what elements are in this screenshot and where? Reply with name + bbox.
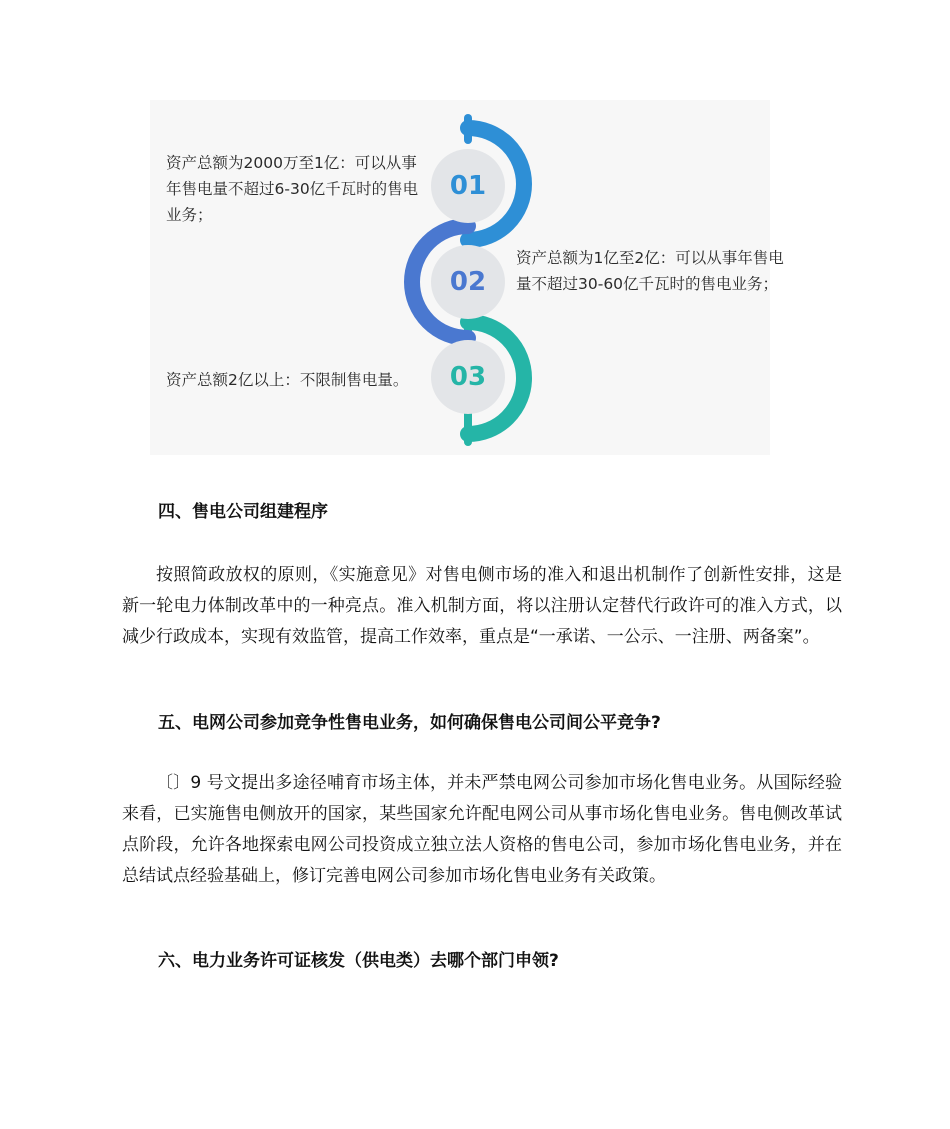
tier-3-description: 资产总额2亿以上：不限制售电量。 (166, 371, 409, 389)
section-5-paragraph: 〔〕9 号文提出多途径哺育市场主体，并未严禁电网公司参加市场化售电业务。从国际经验来看，已实施售电侧放开的国家，某些国家允许配电网公司从事市场化售电业务。售电侧改革试点阶段，允许各地探索电网公司投资成立独立法人资格的售电公司，参加市场化售电业务，并在总结试点经验基础上，修订完善电网公司参加市场化售电业务有关政策。 (122, 773, 842, 886)
step-number-3: 03 (449, 362, 487, 392)
section-4-paragraph: 按照简政放权的原则，《实施意见》对售电侧市场的准入和退出机制作了创新性安排，这是新一轮电力体制改革中的一种亮点。准入机制方面，将以注册认定替代行政许可的准入方式，以减少行政成本，实现有效监管，提高工作效率，重点是“一承诺、一公示、一注册、两备案”。 (122, 565, 842, 647)
tier-1-description: 资产总额为2000万至1亿：可以从事年售电量不超过6-30亿千瓦时的售电业务； (166, 154, 419, 224)
step-number-1: 01 (449, 171, 487, 201)
section-heading-6: 六、电力业务许可证核发（供电类）去哪个部门申领? (158, 951, 559, 971)
qualification-tiers-infographic (150, 100, 784, 455)
section-heading-5: 五、电网公司参加竞争性售电业务，如何确保售电公司间公平竞争? (158, 713, 661, 733)
tier-2-description: 资产总额为1亿至2亿：可以从事年售电量不超过30-60亿千瓦时的售电业务； (516, 249, 784, 293)
step-number-2: 02 (449, 267, 487, 297)
section-heading-4: 四、售电公司组建程序 (158, 502, 328, 522)
